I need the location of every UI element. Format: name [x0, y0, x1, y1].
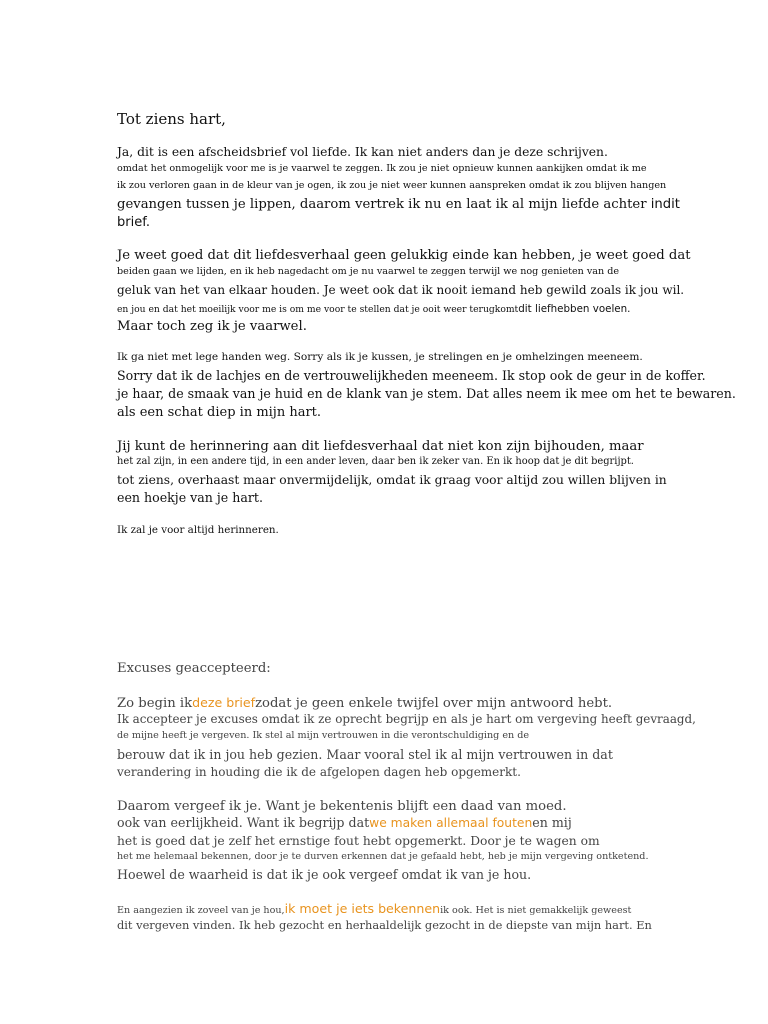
letter-line-text: dit liefhebben voelen. [518, 303, 631, 315]
highlight-phrase: deze brief [192, 695, 256, 710]
letter-line-text: en jou en dat het moeilijk voor me is om me voor te stellen dat je ooit weer terugkomt [117, 304, 519, 315]
reply-line [117, 697, 612, 710]
reply-line: Ik accepteer je excuses omdat ik ze oprecht begrijp en als je hart om vergeving heeft gevraagd, [117, 712, 696, 726]
letter-line [117, 198, 680, 211]
reply-line: Daarom vergeef ik je. Want je bekentenis blijft een daad van moed. [117, 799, 567, 814]
letter-line: Je weet goed dat dit liefdesverhaal geen gelukkig einde kan hebben, je weet goed dat [117, 248, 691, 263]
letter-line: het zal zijn, in een andere tijd, in een ander leven, daar ben ik zeker van. En ik hoop dat je dit begrijpt. [117, 456, 634, 467]
reply-line: het me helemaal bekennen, door je te durven erkennen dat je gefaald hebt, heb je mijn vergeving ontketend. [117, 851, 649, 862]
reply-heading: Excuses geaccepteerd: [117, 661, 271, 676]
reply-line [117, 817, 572, 830]
letter-closing: Ik zal je voor altijd herinneren. [117, 524, 279, 536]
letter-line: geluk van het van elkaar houden. Je weet ook dat ik nooit iemand heb gewild zoals ik jou wil. [117, 283, 685, 297]
reply-line-text: en mij [532, 815, 572, 830]
highlight-phrase: ik moet je iets bekennen [284, 901, 441, 916]
reply-line: de mijne heeft je vergeven. Ik stel al mijn vertrouwen in die verontschuldiging en de [117, 730, 530, 741]
reply-line: verandering in houding die ik de afgelopen dagen heb opgemerkt. [117, 765, 521, 779]
reply-line-text: Zo begin ik [117, 696, 193, 711]
letter-line: Maar toch zeg ik je vaarwel. [117, 319, 307, 334]
reply-line-text: En aangezien ik zoveel van je hou, [117, 905, 285, 916]
letter-line: omdat het onmogelijk voor me is je vaarwel te zeggen. Ik zou je niet opnieuw kunnen aankijken omdat ik me [117, 163, 647, 174]
letter-line: Ja, dit is een afscheidsbrief vol liefde. Ik kan niet anders dan je deze schrijven. [117, 145, 608, 159]
letter-line: beiden gaan we lijden, en ik heb nagedacht om je nu vaarwel te zeggen terwijl we nog genieten van de [117, 266, 620, 277]
reply-line-text: ik ook. Het is niet gemakkelijk geweest [440, 905, 632, 916]
letter-line: brief. [117, 215, 150, 230]
reply-line: berouw dat ik in jou heb gezien. Maar vooral stel ik al mijn vertrouwen in dat [117, 747, 613, 762]
highlight-phrase: we maken allemaal fouten [369, 816, 533, 830]
letter-line: je haar, de smaak van je huid en de klank van je stem. Dat alles neem ik mee om het te bewaren. [117, 386, 736, 401]
letter-line: Sorry dat ik de lachjes en de vertrouwelijkheden meeneem. Ik stop ook de geur in de koffer. [117, 368, 706, 383]
reply-line: dit vergeven vinden. Ik heb gezocht en herhaaldelijk gezocht in de diepste van mijn hart. En [117, 918, 652, 932]
letter-line: Jij kunt de herinnering aan dit liefdesverhaal dat niet kon zijn bijhouden, maar [117, 439, 644, 454]
letter-line: Ik ga niet met lege handen weg. Sorry als ik je kussen, je strelingen en je omhelzingen meeneem. [117, 351, 643, 363]
reply-line-text: zodat je geen enkele twijfel over mijn antwoord hebt. [255, 696, 613, 711]
reply-line: Hoewel de waarheid is dat ik je ook vergeef omdat ik van je hou. [117, 867, 532, 882]
letter-line: een hoekje van je hart. [117, 490, 263, 505]
reply-line-text: ook van eerlijkheid. Want ik begrijp dat [117, 815, 370, 830]
letter-line: ik zou verloren gaan in de kleur van je ogen, ik zou je niet weer kunnen aanspreken omdat ik zou blijven hangen [117, 180, 667, 191]
letter-line: als een schat diep in mijn hart. [117, 405, 322, 420]
reply-line [117, 903, 631, 916]
letter-line-text: gevangen tussen je lippen, daarom vertrek ik nu en laat ik al mijn liefde achter [117, 197, 651, 212]
letter-line: tot ziens, overhaast maar onvermijdelijk, omdat ik graag voor altijd zou willen blijven in [117, 473, 667, 487]
letter-line-text: indit [650, 197, 680, 212]
letter-greeting: Tot ziens hart, [117, 110, 226, 128]
letter-line [117, 304, 630, 314]
reply-line: het is goed dat je zelf het ernstige fout hebt opgemerkt. Door je te wagen om [117, 834, 600, 848]
